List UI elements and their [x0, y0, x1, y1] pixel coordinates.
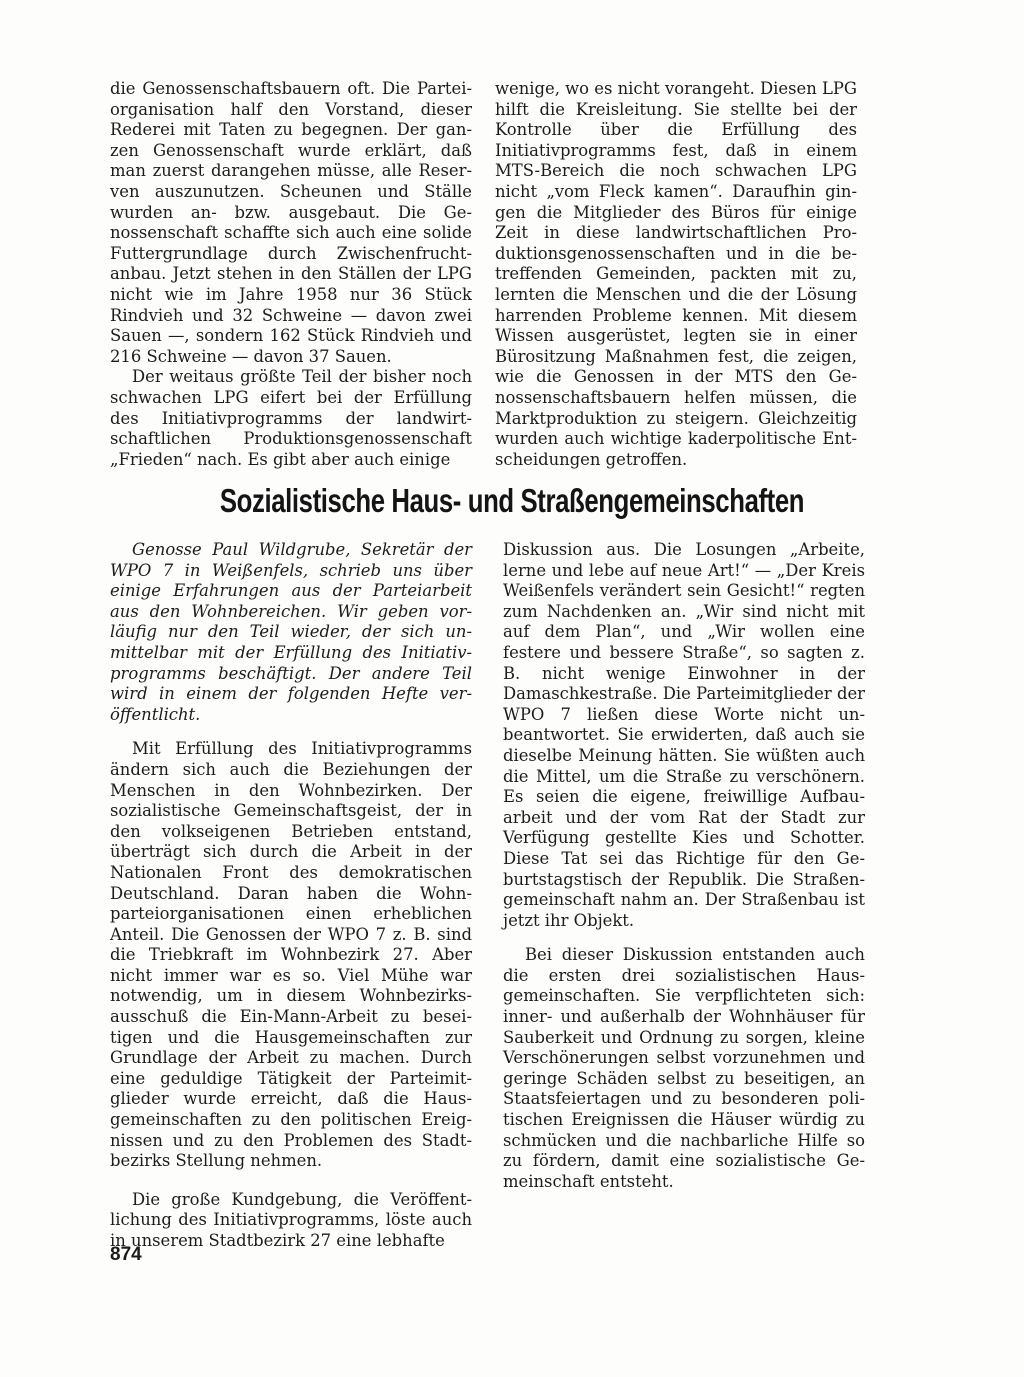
bottom-left-column: [110, 540, 472, 1252]
paragraph: Die große Kundgebung, die Veröffentlichung des Initiativprogramms, löste auch in unserem Stadtbezirk 27 eine lebhafte: [110, 1189, 472, 1250]
top-right-column: [495, 79, 857, 470]
bottom-right-column: [503, 540, 865, 1192]
page-number: 874: [110, 1244, 142, 1265]
paragraph: Mit Erfüllung des Initiativprogramms ändern sich auch die Beziehungen der Menschen in den Wohnbezirken. Der sozialistische Gemeinschaftsgeist, der in den volkseigenen Betrieben entstand, überträgt sich durch die Arbeit in der Nationalen Front des demokratischen Deutschland. Daran haben die Wohnparteiorganisationen einen erheblichen Anteil. Die Genossen der WPO 7 z. B. sind die Triebkraft im Wohnbezirk 27. Aber nicht immer war es so. Viel Mühe war notwendig, um in diesem Wohnbezirksausschuß die Ein-Mann-Arbeit zu beseitigen und die Hausgemeinschaften zur Grundlage der Arbeit zu machen. Durch eine geduldige Tätigkeit der Parteimitglieder wurde erreicht, daß die Hausgemeinschaften zu den politischen Ereignissen und zu den Problemen des Stadtbezirks Stellung nehmen.: [110, 739, 472, 1171]
paragraph: wenige, wo es nicht vorangeht. Diesen LPG hilft die Kreisleitung. Sie stellte bei der Kontrolle über die Erfüllung des Initiativprogramms fest, daß in einem MTS-Bereich die noch schwachen LPG nicht „vom Fleck kamen“. Daraufhin gingen die Mitglieder des Büros für einige Zeit in diese landwirtschaftlichen Produktionsgenossenschaften und in die betreffenden Gemeinden, packten mit zu, lernten die Menschen und die der Lösung harrenden Probleme kennen. Mit diesem Wissen ausgerüstet, legten sie in einer Bürositzung Maßnahmen fest, die zeigen, wie die Genossen in der MTS den Genossenschaftsbauern helfen müssen, die Marktproduktion zu steigern. Gleichzeitig wurden auch wichtige kaderpolitische Entscheidungen getroffen.: [495, 79, 857, 469]
editor-intro: Genosse Paul Wildgrube, Sekretär der WPO 7 in Weißenfels, schrieb uns über einige Erfahrungen aus der Parteiarbeit aus den Wohnbereichen. Wir geben vorläufig nur den Teil wieder, der sich unmittelbar mit der Erfüllung des Initiativprogramms beschäftigt. Der andere Teil wird in einem der folgenden Hefte veröffentlicht.: [110, 540, 472, 724]
paragraph: Bei dieser Diskussion entstanden auch die ersten drei sozialistischen Hausgemeinschaften. Sie verpflichteten sich: inner- und außerhalb der Wohnhäuser für Sauberkeit und Ordnung zu sorgen, kleine Verschönerungen selbst vorzunehmen und geringe Schäden selbst zu beseitigen, an Staatsfeiertagen und zu besonderen politischen Ereignissen die Häuser würdig zu schmücken und die nachbarliche Hilfe so zu fördern, damit eine sozialistische Gemeinschaft entsteht.: [503, 945, 865, 1191]
paragraph: die Genossenschaftsbauern oft. Die Parteiorganisation half den Vorstand, dieser Rederei mit Taten zu begegnen. Der ganzen Genossenschaft wurde erklärt, daß man zuerst darangehen müsse, alle Reserven auszunutzen. Scheunen und Ställe wurden an- bzw. ausgebaut. Die Genossenschaft schaffte sich auch eine solide Futtergrundlage durch Zwischenfruchtanbau. Jetzt stehen in den Ställen der LPG nicht wie im Jahre 1958 nur 36 Stück Rindvieh und 32 Schweine — davon zwei Sauen —, sondern 162 Stück Rindvieh und 216 Schweine — davon 37 Sauen.: [110, 79, 472, 366]
article-headline: Sozialistische Haus- und Straßengemeinschaften: [219, 482, 805, 519]
top-left-column: [110, 79, 472, 470]
paragraph: Diskussion aus. Die Losungen „Arbeite, lerne und lebe auf neue Art!“ — „Der Kreis Weißenfels verändert sein Gesicht!“ regten zum Nachdenken an. „Wir sind nicht mit auf dem Plan“, und „Wir wollen eine festere und bessere Straße“, so sagten z. B. nicht wenige Einwohner in der Damaschkestraße. Die Parteimitglieder der WPO 7 ließen diese Worte nicht unbeantwortet. Sie erwiderten, daß auch sie dieselbe Meinung hätten. Sie wüßten auch die Mittel, um die Straße zu verschönern. Es seien die eigene, freiwillige Aufbauarbeit und der vom Rat der Stadt zur Verfügung gestellte Kies und Schotter. Diese Tat sei das Richtige für den Geburtstagstisch der Republik. Die Straßengemeinschaft nahm an. Der Straßenbau ist jetzt ihr Objekt.: [503, 540, 865, 930]
paragraph: Der weitaus größte Teil der bisher noch schwachen LPG eifert bei der Erfüllung des Initiativprogramms der landwirtschaftlichen Produktionsgenossenschaft „Frieden“ nach. Es gibt aber auch einige: [110, 367, 472, 469]
